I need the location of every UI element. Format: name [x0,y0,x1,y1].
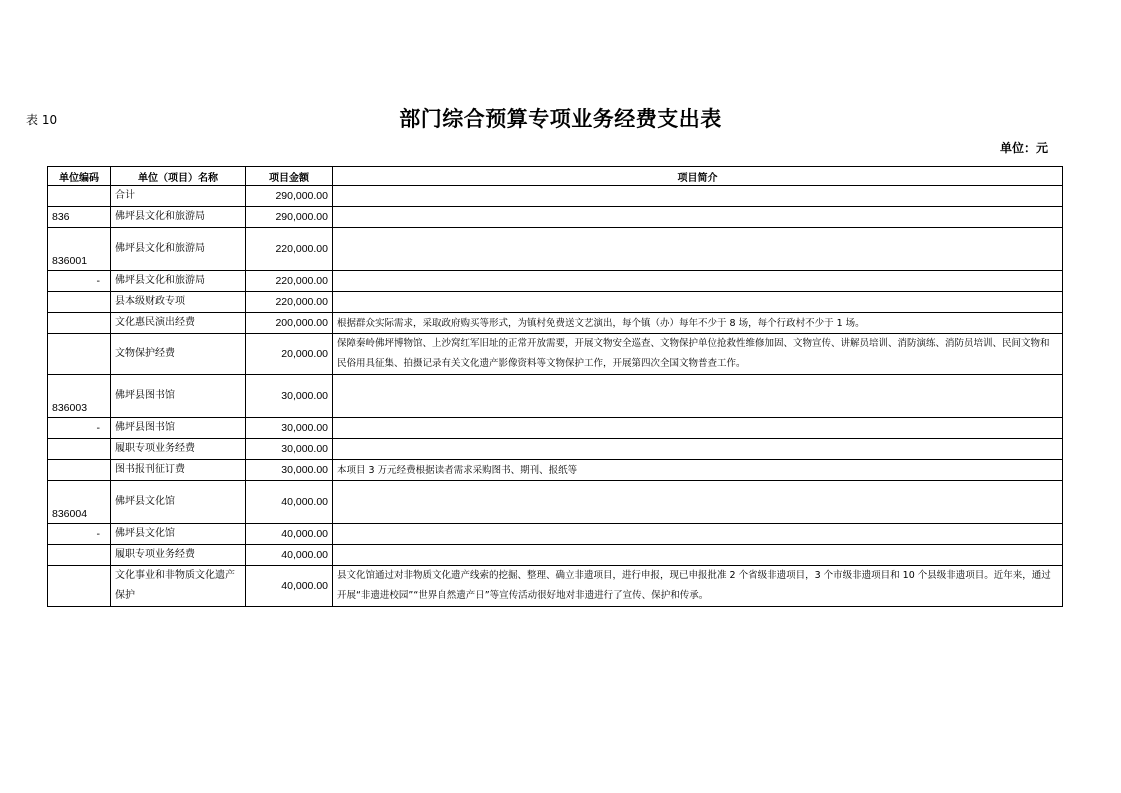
cell-amount: 30,000.00 [246,460,333,481]
table-row [48,334,1063,375]
table-row [48,271,1063,292]
cell-name: 履职专项业务经费 [111,439,246,460]
cell-desc [333,375,1063,418]
table-row [48,460,1063,481]
cell-code: - [48,271,111,292]
cell-code [48,186,111,207]
budget-table [47,166,1063,607]
cell-name: 文物保护经费 [111,334,246,375]
cell-name: 合计 [111,186,246,207]
cell-desc [333,524,1063,545]
cell-amount: 200,000.00 [246,313,333,334]
table-row [48,439,1063,460]
cell-name: 佛坪县文化和旅游局 [111,207,246,228]
cell-name: 佛坪县文化和旅游局 [111,271,246,292]
cell-desc: 保障秦岭佛坪博物馆、上沙窝红军旧址的正常开放需要，开展文物安全巡查、文物保护单位抢救性维修加固、文物宣传、讲解员培训、消防演练、消防员培训、民间文物和民俗用具征集、拍摄记录有关文化遗产影像资料等文物保护工作，开展第四次全国文物普查工作。 [333,334,1063,375]
cell-code: - [48,524,111,545]
cell-code: 836003 [48,375,111,418]
table-header-row [48,167,1063,186]
col-header-name: 单位（项目）名称 [111,167,246,186]
cell-code [48,313,111,334]
cell-amount: 40,000.00 [246,545,333,566]
cell-amount: 20,000.00 [246,334,333,375]
table-row [48,207,1063,228]
table-row [48,292,1063,313]
page-title: 部门综合预算专项业务经费支出表 [399,106,722,131]
cell-amount: 30,000.00 [246,439,333,460]
cell-amount: 40,000.00 [246,566,333,607]
cell-code: 836004 [48,481,111,524]
table-row [48,524,1063,545]
cell-amount: 30,000.00 [246,375,333,418]
cell-name: 履职专项业务经费 [111,545,246,566]
cell-name: 佛坪县文化馆 [111,524,246,545]
table-row [48,186,1063,207]
cell-desc [333,418,1063,439]
cell-desc: 根据群众实际需求，采取政府购买等形式，为镇村免费送文艺演出，每个镇（办）每年不少于 8 场，每个行政村不少于 1 场。 [333,313,1063,334]
cell-amount: 30,000.00 [246,418,333,439]
cell-desc [333,292,1063,313]
table-row [48,545,1063,566]
col-header-amount: 项目金额 [246,167,333,186]
cell-amount: 220,000.00 [246,271,333,292]
table-row [48,313,1063,334]
cell-desc [333,271,1063,292]
table-row [48,418,1063,439]
cell-code: 836001 [48,228,111,271]
table-row [48,228,1063,271]
cell-amount: 40,000.00 [246,524,333,545]
cell-code: 836 [48,207,111,228]
unit-label: 单位：元 [999,141,1048,155]
cell-amount: 220,000.00 [246,292,333,313]
cell-desc [333,186,1063,207]
cell-name: 文化事业和非物质文化遗产保护 [111,566,246,607]
cell-desc [333,228,1063,271]
cell-desc: 本项目 3 万元经费根据读者需求采购图书、期刊、报纸等 [333,460,1063,481]
cell-amount: 290,000.00 [246,186,333,207]
cell-code [48,566,111,607]
cell-code [48,334,111,375]
cell-desc [333,545,1063,566]
cell-name: 县本级财政专项 [111,292,246,313]
cell-amount: 290,000.00 [246,207,333,228]
cell-desc [333,481,1063,524]
cell-desc [333,439,1063,460]
cell-amount: 40,000.00 [246,481,333,524]
table-row [48,375,1063,418]
cell-code [48,460,111,481]
table-number: 表 10 [26,113,58,127]
cell-name: 佛坪县图书馆 [111,375,246,418]
table-row [48,566,1063,607]
cell-code [48,292,111,313]
cell-code [48,545,111,566]
col-header-desc: 项目简介 [333,167,1063,186]
cell-name: 佛坪县图书馆 [111,418,246,439]
table-row [48,481,1063,524]
col-header-code: 单位编码 [48,167,111,186]
cell-name: 文化惠民演出经费 [111,313,246,334]
cell-code [48,439,111,460]
cell-desc [333,207,1063,228]
cell-name: 图书报刊征订费 [111,460,246,481]
cell-desc: 县文化馆通过对非物质文化遗产线索的挖掘、整理、确立非遗项目，进行申报，现已申报批准 2 个省级非遗项目，3 个市级非遗项目和 10 个县级非遗项目。近年来，通过开展“非遗进校园”“世界自然遗产日”等宣传活动很好地对非遗进行了宣传、保护和传承。 [333,566,1063,607]
cell-name: 佛坪县文化馆 [111,481,246,524]
cell-name: 佛坪县文化和旅游局 [111,228,246,271]
cell-code: - [48,418,111,439]
cell-amount: 220,000.00 [246,228,333,271]
